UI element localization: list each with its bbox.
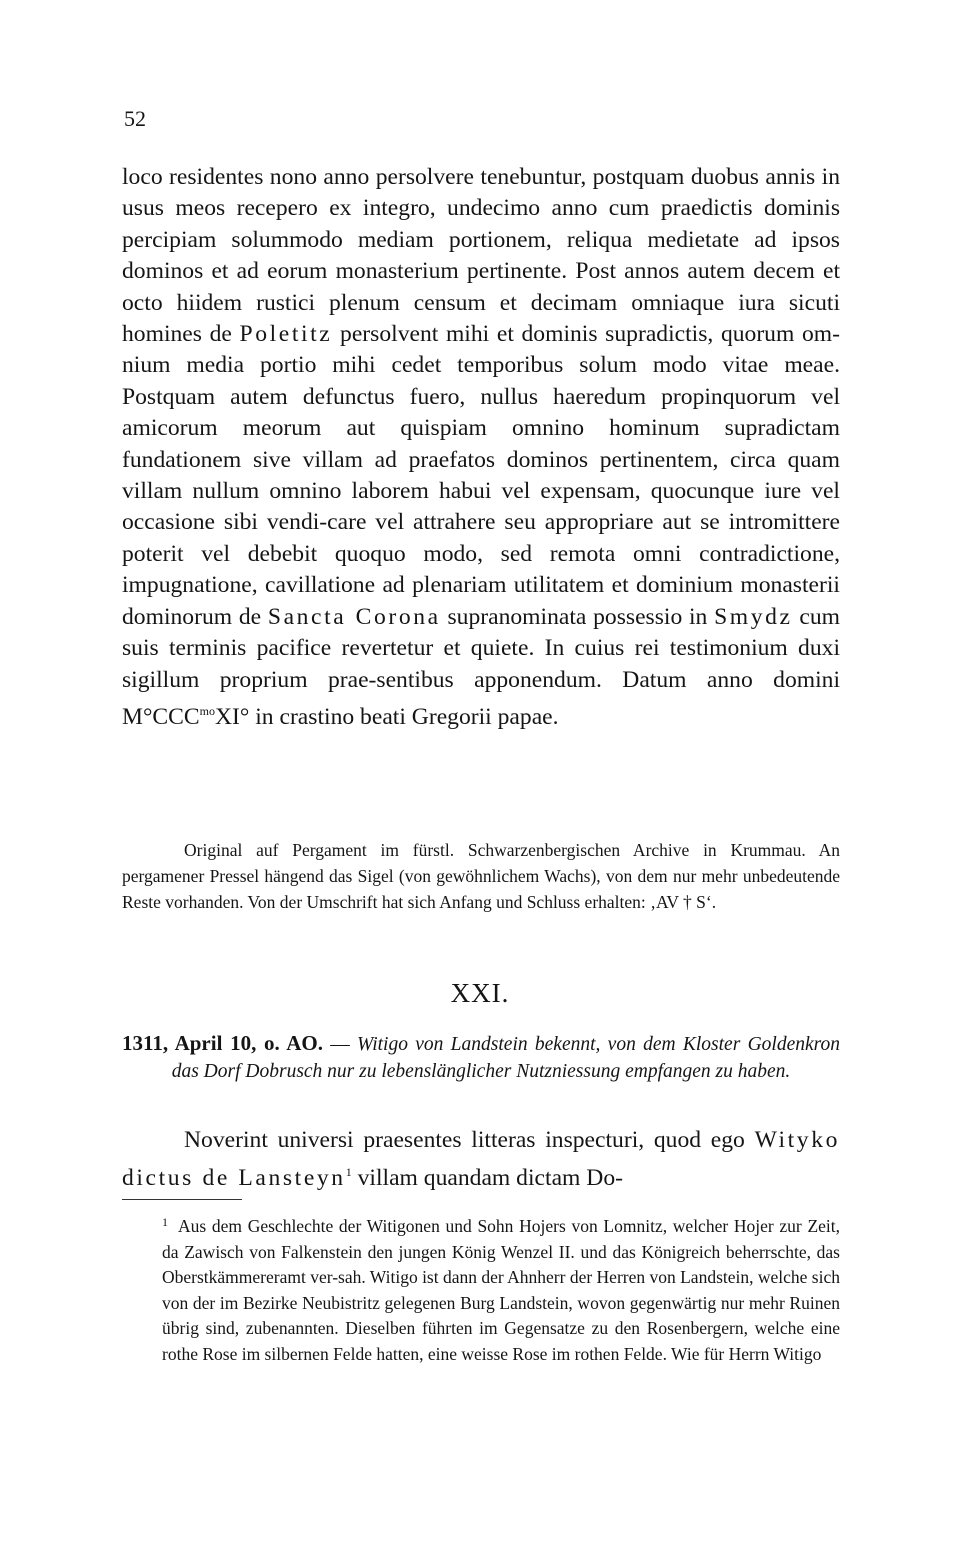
person-name: Wityko dictus de Lansteyn	[122, 1127, 840, 1191]
archival-note: Original auf Pergament im fürstl. Schwarzenbergischen Archive in Krummau. An pergamener Pressel hängend das Sigel (von gewöhnlichem Wachs), von dem nur mehr unbedeutende Reste vorhanden. Von der Umschrift hat sich Anfang und Schluss erhalten: ‚AV † S‘.	[122, 840, 840, 912]
charter-text-part: Noverint universi praesentes litteras inspecturi, quod ego	[184, 1127, 755, 1153]
charter-text-part: persolvent mihi et dominis supradictis, quorum om-nium media portio mihi cedet temporibus solum modo vitae meae. Postquam autem defunctus fuero, nullus haeredum propinquorum vel amicorum meorum aut quispiam omnino hominum supradictam fundationem sive villam ad praefatos dominos pertinentem, circa quam villam nullum omnino laborem habui vel expensam, quocunque iure vel occasione sibi vendi-care vel attrahere seu appropriare aut se intromittere poterit vel debebit quoquo modo, sed remota omni contradictione, impugnatione, cavillatione ad plenariam utilitatem et dominium monasterii dominorum de	[122, 321, 840, 630]
year-superscript: mo	[199, 703, 215, 718]
charter-text-part: loco residentes nono anno persolvere tenebuntur, postquam duobus annis in usus meos recepero ex integro, undecimo anno cum praedictis dominis percipiam solummodo mediam portionem, reliqua medietate ad ipsos dominos et ad eorum monasterium pertinente. Post annos autem decem et octo hiidem rustici plenum censum et decimam omniaque iura sicuti homines de	[122, 164, 840, 348]
year-separator: °	[142, 703, 153, 730]
place-name: Smydz	[714, 603, 793, 630]
footnote-reference: 1	[345, 1165, 352, 1179]
year-separator: °	[239, 703, 250, 730]
page-number: 52	[124, 106, 146, 131]
heading-date: 1311, April 10, o. AO.	[122, 1031, 323, 1055]
footnote	[162, 1210, 840, 1368]
charter-text-part: cum suis terminis pacifice revertetur et quiete. In cuius rei testimonium duxi sigillum proprium prae-sentibus apponendum. Datum anno domini M	[122, 603, 840, 730]
year-numeral: CCC	[152, 703, 200, 730]
charter-text-part: in crastino beati Gregorii papae.	[249, 703, 559, 730]
charter-text	[122, 162, 840, 733]
footnote-mark: 1	[162, 1215, 168, 1229]
document-heading	[122, 1030, 840, 1085]
heading-summary: Witigo von Landstein bekennt, von dem Kloster Goldenkron das Dorf Dobrusch nur zu lebenslänglicher Nutzniessung empfangen zu haben.	[171, 1034, 841, 1082]
place-name: Poletitz	[239, 321, 333, 348]
charter-text-part: villam quandam dictam Do-	[351, 1165, 623, 1191]
footnote-text: Aus dem Geschlechte der Witigonen und Sohn Hojers von Lomnitz, welcher Hojer zur Zeit, da Zawisch von Falkenstein den jungen König Wenzel II. und das Königreich beherrschte, das Oberstkämmereramt ver-sah. Witigo ist dann der Ahnherr der Herren von Landstein, welche sich von der im Bezirke Neubistritz gelegenen Burg Landstein, wovon gegenwärtig nur mehr Ruinen übrig sind, zubenannten. Dieselben führten im Gegensatze zu den Rosenbergern, welche eine rothe Rose im silbernen Felde hatten, eine weisse Rose im rothen Felde. Wie für Herrn Witigo	[162, 1216, 840, 1364]
footnote-divider	[122, 1199, 242, 1200]
heading-dash: —	[322, 1034, 358, 1055]
year-numeral: XI	[214, 703, 240, 730]
charter-text-xxi	[122, 1124, 840, 1194]
charter-text-part: supranominata possessio in	[440, 603, 715, 630]
place-name: Sancta Corona	[267, 603, 441, 630]
document-number: XXI.	[450, 978, 510, 1008]
